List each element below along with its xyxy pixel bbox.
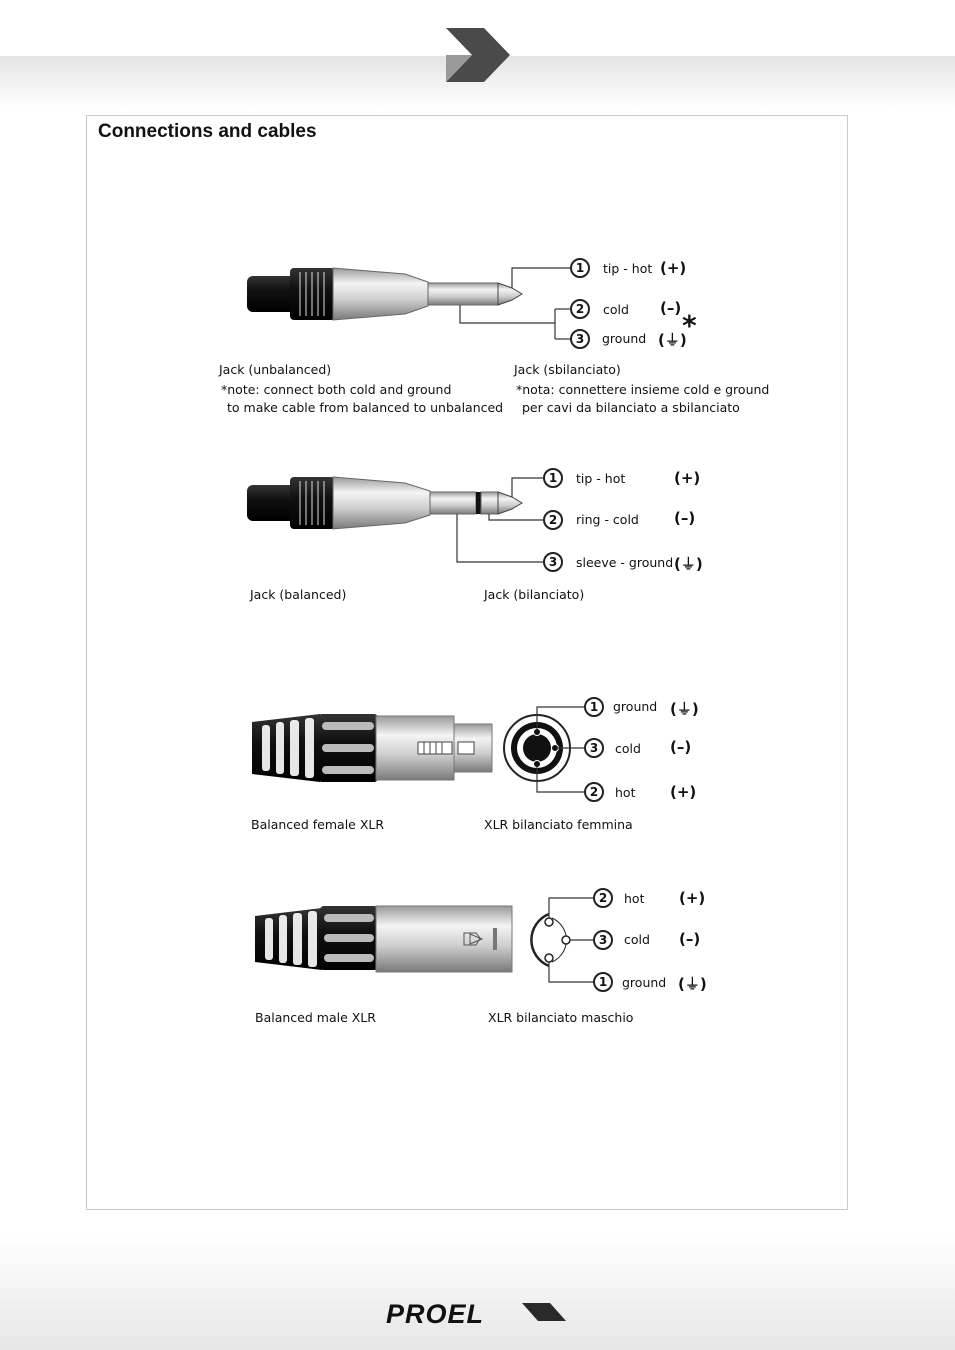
pin-label: sleeve - ground bbox=[576, 555, 674, 570]
pin-label: ground bbox=[622, 975, 667, 990]
polarity-symbol: (⏚) bbox=[658, 331, 687, 349]
caption-it: Jack (bilanciato) bbox=[484, 587, 585, 602]
pin-number: 3 bbox=[570, 329, 590, 349]
polarity-symbol: (+) bbox=[660, 259, 687, 277]
asterisk-mark: * bbox=[682, 309, 697, 342]
pin-label: tip - hot bbox=[576, 471, 626, 486]
caption-it: XLR bilanciato maschio bbox=[488, 1010, 634, 1025]
note-it-line1: *nota: connettere insieme cold e ground bbox=[516, 382, 770, 397]
caption-en: Balanced male XLR bbox=[255, 1010, 376, 1025]
caption-en: Jack (unbalanced) bbox=[219, 362, 332, 377]
polarity-symbol: (+) bbox=[670, 783, 697, 801]
jack-unbalanced-plug bbox=[247, 268, 522, 320]
pin-number: 3 bbox=[593, 930, 613, 950]
polarity-symbol: (–) bbox=[670, 738, 692, 756]
jack-balanced-plug bbox=[247, 477, 522, 529]
polarity-symbol: (–) bbox=[679, 930, 701, 948]
xlr-male-face bbox=[531, 914, 570, 966]
pin-number: 3 bbox=[543, 552, 563, 572]
pin-number: 1 bbox=[593, 972, 613, 992]
polarity-symbol: (+) bbox=[674, 469, 701, 487]
polarity-symbol: (+) bbox=[679, 889, 706, 907]
pin-label: ground bbox=[613, 699, 658, 714]
pin-number: 1 bbox=[584, 697, 604, 717]
jack-balanced-wires bbox=[457, 478, 543, 562]
polarity-symbol: (–) bbox=[660, 299, 682, 317]
xlr-female-plug bbox=[252, 714, 492, 782]
polarity-symbol: (⏚) bbox=[674, 555, 703, 573]
pin-label: cold bbox=[615, 741, 641, 756]
footer-band bbox=[0, 1236, 955, 1350]
xlr-male-wires bbox=[549, 898, 593, 982]
pin-number: 2 bbox=[593, 888, 613, 908]
polarity-symbol: (–) bbox=[674, 509, 696, 527]
pin-number: 2 bbox=[543, 510, 563, 530]
polarity-symbol: (⏚) bbox=[670, 700, 699, 718]
brand-logo: PROEL bbox=[386, 1299, 485, 1329]
caption-it: XLR bilanciato femmina bbox=[484, 817, 633, 832]
pin-label: ground bbox=[602, 331, 647, 346]
note-it-line2: per cavi da bilanciato a sbilanciato bbox=[522, 400, 740, 415]
pin-label: ring - cold bbox=[576, 512, 639, 527]
pin-number: 2 bbox=[570, 299, 590, 319]
caption-en: Balanced female XLR bbox=[251, 817, 385, 832]
caption-en: Jack (balanced) bbox=[250, 587, 347, 602]
pin-label: hot bbox=[615, 785, 636, 800]
caption-it: Jack (sbilanciato) bbox=[514, 362, 621, 377]
pin-label: hot bbox=[624, 891, 645, 906]
pin-label: tip - hot bbox=[603, 261, 653, 276]
polarity-symbol: (⏚) bbox=[678, 975, 707, 993]
pin-number: 1 bbox=[543, 468, 563, 488]
pin-label: cold bbox=[624, 932, 650, 947]
pin-label: cold bbox=[603, 302, 629, 317]
pin-number: 2 bbox=[584, 782, 604, 802]
pin-number: 3 bbox=[584, 738, 604, 758]
page-title: Connections and cables bbox=[98, 121, 317, 142]
pin-number: 1 bbox=[570, 258, 590, 278]
note-en-line2: to make cable from balanced to unbalanced bbox=[227, 400, 504, 415]
xlr-male-plug bbox=[255, 906, 512, 972]
note-en-line1: *note: connect both cold and ground bbox=[221, 382, 452, 397]
